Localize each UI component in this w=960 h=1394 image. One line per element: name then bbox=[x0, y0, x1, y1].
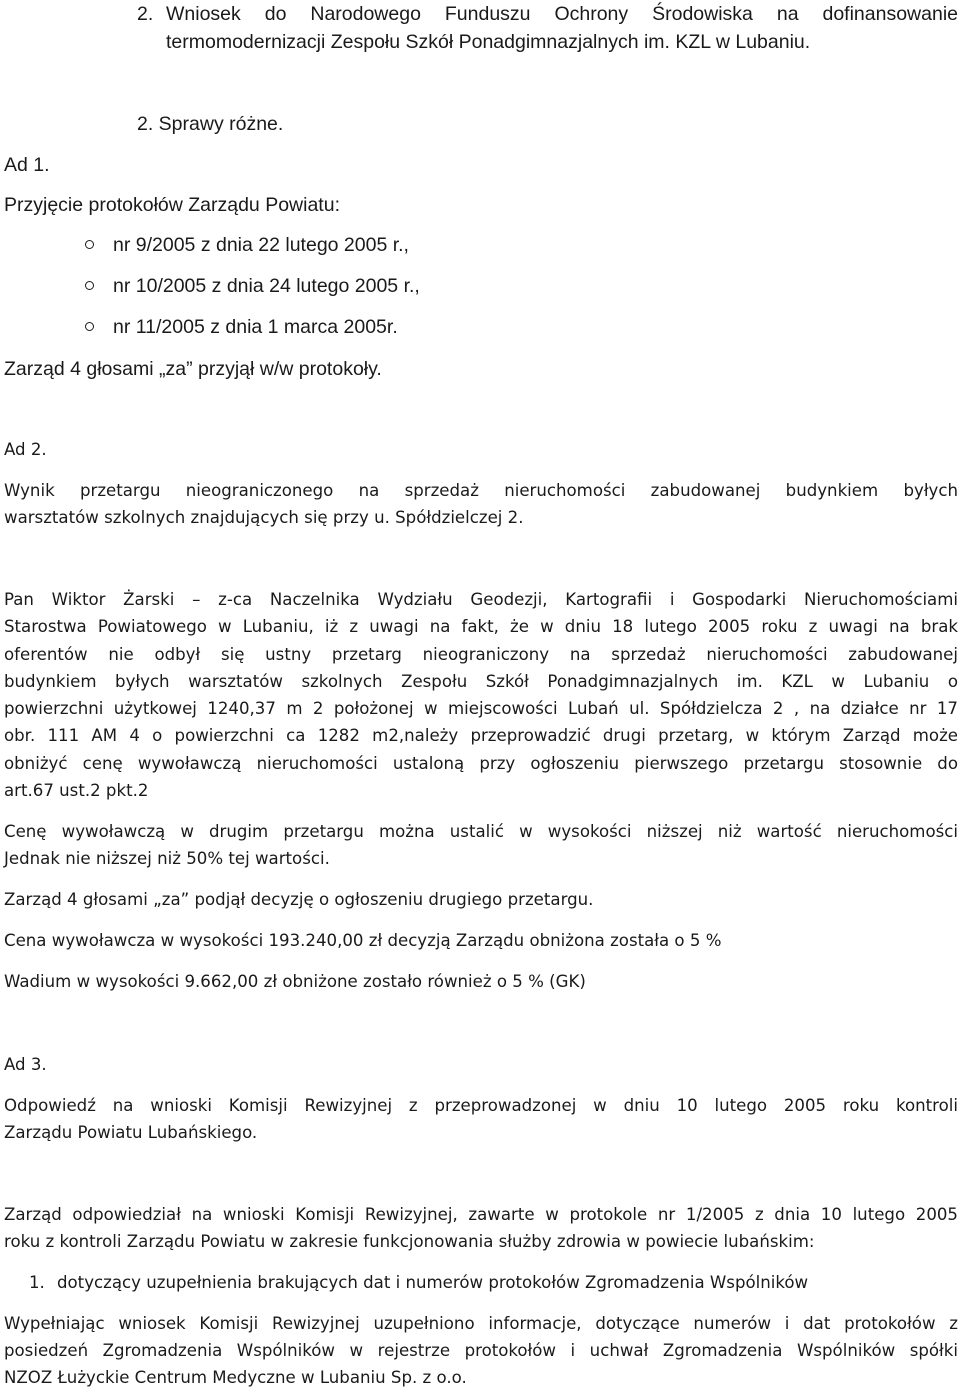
ad3-fill-line3: NZOZ Łużyckie Centrum Medyczne w Lubaniu Sp. z o.o. bbox=[4, 1368, 467, 1387]
ad3-point-number: 1. bbox=[29, 1273, 45, 1292]
protocol-item: nr 11/2005 z dnia 1 marca 2005r. bbox=[113, 316, 398, 338]
ad2-heading: Ad 2. bbox=[4, 440, 47, 459]
ad3-paragraph-line2: roku z kontroli Zarządu Powiatu w zakresie funkcjonowania służby zdrowia w powiecie lubańskim: bbox=[4, 1232, 815, 1251]
protocol-item: nr 10/2005 z dnia 24 lutego 2005 r., bbox=[113, 275, 420, 297]
ad2-paragraph-line: Pan Wiktor Żarski – z-ca Naczelnika Wydziału Geodezji, Kartografii i Gospodarki Nieruchomościami bbox=[4, 590, 958, 609]
ad2-price-reduced: Cena wywoławcza w wysokości 193.240,00 zł decyzją Zarządu obniżona została o 5 % bbox=[4, 931, 722, 950]
ad2-paragraph-line: budynkiem byłych warsztatów szkolnych Zespołu Szkół Ponadgimnazjalnych im. KZL w Lubaniu o bbox=[4, 672, 958, 691]
agenda-item-line1: Wniosek do Narodowego Funduszu Ochrony Środowiska na dofinansowanie bbox=[166, 3, 958, 25]
ad2-title-line2: warsztatów szkolnych znajdujących się przy u. Spółdzielczej 2. bbox=[4, 508, 524, 527]
ad3-title-line1: Odpowiedź na wnioski Komisji Rewizyjnej z przeprowadzonej w dniu 10 lutego 2005 roku kontroli bbox=[4, 1096, 958, 1115]
circle-bullet-icon bbox=[85, 322, 94, 331]
ad2-paragraph-line: Starostwa Powiatowego w Lubaniu, iż z uwagi na fakt, że w dniu 18 lutego 2005 roku z uwagi na brak bbox=[4, 617, 958, 636]
ad3-title-line2: Zarządu Powiatu Lubańskiego. bbox=[4, 1123, 258, 1142]
ad1-intro: Przyjęcie protokołów Zarządu Powiatu: bbox=[4, 194, 340, 216]
ad2-decision: Zarząd 4 głosami „za” podjął decyzję o ogłoszeniu drugiego przetargu. bbox=[4, 890, 594, 909]
agenda-item-line2: termomodernizacji Zespołu Szkół Ponadgimnazjalnych im. KZL w Lubaniu. bbox=[166, 31, 811, 53]
ad3-paragraph-line1: Zarząd odpowiedział na wnioski Komisji Rewizyjnej, zawarte w protokole nr 1/2005 z dnia 10 lutego 2005 bbox=[4, 1205, 958, 1224]
ad3-fill-line1: Wypełniając wniosek Komisji Rewizyjnej uzupełniono informacje, dotyczące numerów i dat protokołów z bbox=[4, 1314, 958, 1333]
ad3-point-text: dotyczący uzupełnienia brakujących dat i numerów protokołów Zgromadzenia Wspólników bbox=[57, 1273, 809, 1292]
ad1-decision: Zarząd 4 głosami „za” przyjął w/w protokoły. bbox=[4, 358, 382, 380]
ad2-paragraph-line: oferentów nie odbył się ustny przetarg nieograniczony na sprzedaż nieruchomości zabudowanej bbox=[4, 645, 958, 664]
ad2-paragraph-line: obr. 111 AM 4 o powierzchni ca 1282 m2,należy przeprowadzić drugi przetarg, w którym Zarząd może bbox=[4, 726, 958, 745]
agenda-item-number: 2. bbox=[137, 3, 154, 25]
ad2-paragraph-line: obniżyć cenę wywoławczą nieruchomości ustaloną przy ogłoszeniu pierwszego przetargu stosownie do bbox=[4, 754, 958, 773]
ad2-price-line1: Cenę wywoławczą w drugim przetargu można ustalić w wysokości niższej niż wartość nieruchomości bbox=[4, 822, 958, 841]
ad2-price-line2: Jednak nie niższej niż 50% tej wartości. bbox=[4, 849, 330, 868]
ad3-heading: Ad 3. bbox=[4, 1055, 47, 1074]
ad2-paragraph-line: powierzchni użytkowej 1240,37 m 2 położonej w miejscowości Lubań ul. Spółdzielcza 2 , na działce nr 17 bbox=[4, 699, 958, 718]
protocol-item: nr 9/2005 z dnia 22 lutego 2005 r., bbox=[113, 234, 409, 256]
ad2-title-line1: Wynik przetargu nieograniczonego na sprzedaż nieruchomości zabudowanej budynkiem byłych bbox=[4, 481, 958, 500]
agenda-sprawy-rozne: 2. Sprawy różne. bbox=[137, 113, 284, 135]
circle-bullet-icon bbox=[85, 281, 94, 290]
ad2-deposit: Wadium w wysokości 9.662,00 zł obniżone zostało również o 5 % (GK) bbox=[4, 972, 586, 991]
circle-bullet-icon bbox=[85, 240, 94, 249]
ad2-paragraph-line: art.67 ust.2 pkt.2 bbox=[4, 781, 149, 800]
ad3-fill-line2: posiedzeń Zgromadzenia Wspólników w rejestrze protokołów i uchwał Zgromadzenia Wspólników spółki bbox=[4, 1341, 958, 1360]
ad1-heading: Ad 1. bbox=[4, 154, 50, 176]
